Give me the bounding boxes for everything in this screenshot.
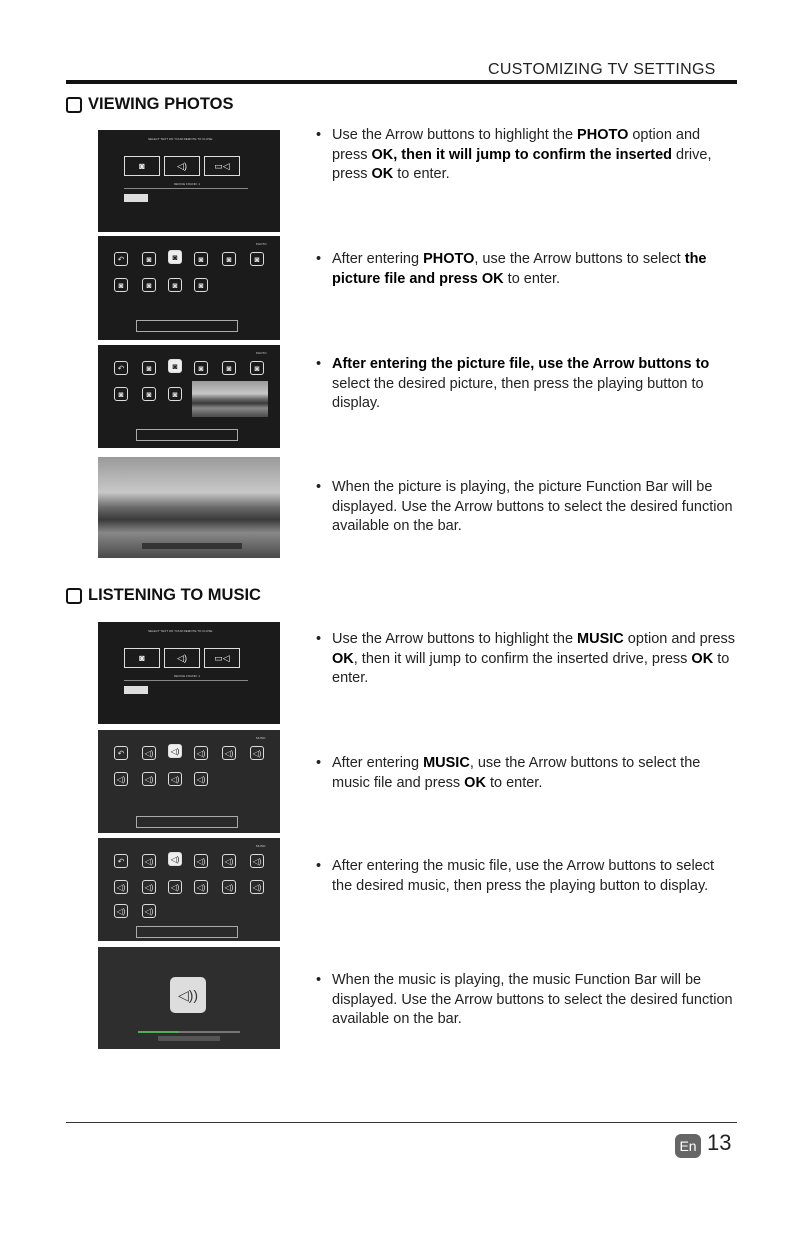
step-text-part: Use the Arrow buttons to highlight the xyxy=(332,127,578,143)
bullet: • xyxy=(316,356,322,372)
screenshot-music-playing xyxy=(98,947,280,1049)
step-text-part: to enter. xyxy=(332,650,730,686)
album-icon: ◁) xyxy=(250,746,264,760)
checkbox-icon xyxy=(66,97,82,113)
picture-icon: ◙ xyxy=(168,359,182,373)
step-text: When the picture is playing, the picture Function Bar will be displayed. Use the Arrow buttons to select the desired function available on the bar. xyxy=(332,479,733,534)
section-title-music-text: LISTENING TO MUSIC xyxy=(88,586,261,604)
step-text-part: to enter. xyxy=(393,166,450,182)
song-icon: ◁) xyxy=(194,880,208,894)
photo-tag: PHOTO xyxy=(256,242,267,246)
song-icon: ◁) xyxy=(114,880,128,894)
album-icon: ◙ xyxy=(168,278,182,292)
step-text-part: , use the Arrow buttons to select the music file and press xyxy=(332,755,701,791)
step-text-part: , use the Arrow buttons to select xyxy=(474,251,685,267)
progress-fill xyxy=(138,1031,179,1033)
step-text-part: drive, press xyxy=(332,146,712,182)
song-icon: ◁) xyxy=(142,854,156,868)
album-icon: ◙ xyxy=(114,278,128,292)
song-icon: ◁) xyxy=(194,854,208,868)
back-icon: ↶ xyxy=(114,361,128,375)
info-bar xyxy=(136,320,238,332)
checkbox-icon xyxy=(66,588,82,604)
screenshot-photo-source xyxy=(98,130,280,232)
info-bar xyxy=(136,926,238,938)
step-text xyxy=(332,355,736,414)
step-text-part: select the desired picture, then press the playing button to display. xyxy=(332,375,704,411)
step-text: When the music is playing, the music Function Bar will be displayed. Use the Arrow buttons to select the desired function available on the bar. xyxy=(332,972,733,1027)
divider xyxy=(124,680,248,681)
screenshot-music-files xyxy=(98,838,280,941)
picture-icon: ◙ xyxy=(250,361,264,375)
step-text xyxy=(332,630,736,689)
album-icon: ◁) xyxy=(194,746,208,760)
music-tag: MUSIC xyxy=(256,736,266,740)
bullet: • xyxy=(316,631,322,647)
song-icon: ◁) xyxy=(168,880,182,894)
language-badge: En xyxy=(675,1134,701,1158)
picture-icon: ◙ xyxy=(222,361,236,375)
step-text-bold: OK xyxy=(691,650,714,667)
device-found: DEVICE FOUND: 1 xyxy=(174,182,201,186)
step-text-bold: OK xyxy=(371,166,394,182)
step-text xyxy=(332,250,736,289)
step-text-bold: MUSIC xyxy=(577,631,624,647)
step-text-bold: OK, then it will jump to confirm the inserted xyxy=(371,146,672,163)
page-number: 13 xyxy=(707,1130,732,1155)
section-title-music xyxy=(66,586,261,605)
step-text-part: After entering xyxy=(332,755,424,771)
music-note-icon: ◁)) xyxy=(170,977,206,1013)
step-text-part: option and press xyxy=(332,127,701,163)
music-source-icon: ◁) xyxy=(164,156,200,176)
photo-step-4 xyxy=(316,478,736,537)
screen-header: SELECT TEXT ON YOUR REMOTE TO CLOSE xyxy=(148,629,213,633)
step-text-part: , then it will jump to confirm the inserted drive, press xyxy=(353,650,692,667)
step-text-bold: MUSIC xyxy=(423,755,470,771)
song-icon: ◁) xyxy=(142,904,156,918)
step-text-bold: PHOTO xyxy=(577,127,629,143)
info-bar xyxy=(136,429,238,441)
album-icon: ◙ xyxy=(142,278,156,292)
step-text xyxy=(332,126,736,185)
screenshot-music-source xyxy=(98,622,280,724)
section-title-photos-text: VIEWING PHOTOS xyxy=(88,95,234,113)
music-step-1 xyxy=(316,630,736,689)
section-title-photos xyxy=(66,95,233,114)
album-icon: ◁) xyxy=(194,772,208,786)
step-text-bold: OK xyxy=(332,650,354,667)
album-icon: ◁) xyxy=(168,744,182,758)
album-icon: ◙ xyxy=(222,252,236,266)
song-icon: ◁) xyxy=(222,880,236,894)
step-text-bold: the picture file and press OK xyxy=(332,251,707,287)
step-text-part: After entering xyxy=(332,251,424,267)
screenshot-photo-albums xyxy=(98,236,280,340)
photo-step-1 xyxy=(316,126,736,185)
step-text-part: option and press xyxy=(623,631,736,647)
screenshot-photo-files xyxy=(98,345,280,448)
song-icon: ◁) xyxy=(222,854,236,868)
album-icon: ◙ xyxy=(168,250,182,264)
song-icon: ◁) xyxy=(250,880,264,894)
step-text xyxy=(332,754,736,793)
bullet: • xyxy=(316,251,322,267)
photo-tag: PHOTO xyxy=(256,351,267,355)
video-source-icon: ▭◁ xyxy=(204,156,240,176)
step-text-part: to enter. xyxy=(485,774,543,791)
song-icon: ◁) xyxy=(250,854,264,868)
bullet: • xyxy=(316,127,322,143)
bullet: • xyxy=(316,972,322,988)
divider xyxy=(124,188,248,189)
back-icon: ↶ xyxy=(114,854,128,868)
back-icon: ↶ xyxy=(114,252,128,266)
picture-icon: ◙ xyxy=(142,387,156,401)
picture-icon: ◙ xyxy=(114,387,128,401)
progress-bar xyxy=(138,1031,240,1033)
photo-source-icon: ◙ xyxy=(124,156,160,176)
music-source-icon: ◁) xyxy=(164,648,200,668)
photo-step-2 xyxy=(316,250,736,289)
photo-step-3 xyxy=(316,355,736,414)
function-bar xyxy=(158,1036,220,1041)
picture-icon: ◙ xyxy=(194,361,208,375)
video-source-icon: ▭◁ xyxy=(204,648,240,668)
page-header: CUSTOMIZING TV SETTINGS xyxy=(488,61,716,78)
back-icon: ↶ xyxy=(114,746,128,760)
header-rule xyxy=(66,80,737,84)
picture-icon: ◙ xyxy=(168,387,182,401)
step-text-part: to enter. xyxy=(503,270,561,287)
step-text-part: Use the Arrow buttons to highlight the xyxy=(332,631,578,647)
music-step-4 xyxy=(316,971,736,1030)
footer-rule xyxy=(66,1122,737,1123)
photo-source-icon: ◙ xyxy=(124,648,160,668)
album-icon: ◁) xyxy=(168,772,182,786)
song-icon: ◁) xyxy=(142,880,156,894)
music-tag: MUSIC xyxy=(256,844,266,848)
device-found: DEVICE FOUND: 1 xyxy=(174,674,201,678)
bullet: • xyxy=(316,858,322,874)
album-icon: ◁) xyxy=(142,746,156,760)
step-text-bold: OK xyxy=(464,774,486,791)
function-bar xyxy=(142,543,242,549)
bullet: • xyxy=(316,755,322,771)
screenshot-photo-playing xyxy=(98,457,280,558)
album-icon: ◙ xyxy=(194,252,208,266)
screen-header: SELECT TEXT ON YOUR REMOTE TO CLOSE xyxy=(148,137,213,141)
usb-drive-icon xyxy=(124,686,148,694)
usb-drive-icon xyxy=(124,194,148,202)
bullet: • xyxy=(316,479,322,495)
album-icon: ◙ xyxy=(194,278,208,292)
album-icon: ◁) xyxy=(142,772,156,786)
screenshot-music-albums xyxy=(98,730,280,833)
step-text: After entering the music file, use the Arrow buttons to select the desired music, then press the playing button to display. xyxy=(332,858,715,894)
music-step-2 xyxy=(316,754,736,793)
song-icon: ◁) xyxy=(114,904,128,918)
album-icon: ◙ xyxy=(142,252,156,266)
picture-preview xyxy=(192,381,268,417)
picture-icon: ◙ xyxy=(142,361,156,375)
step-text-bold: PHOTO xyxy=(423,251,475,267)
song-icon: ◁) xyxy=(168,852,182,866)
step-text-bold: After entering the picture file, use the Arrow buttons to xyxy=(332,356,710,372)
info-bar xyxy=(136,816,238,828)
album-icon: ◙ xyxy=(250,252,264,266)
music-step-3 xyxy=(316,857,736,896)
album-icon: ◁) xyxy=(114,772,128,786)
album-icon: ◁) xyxy=(222,746,236,760)
